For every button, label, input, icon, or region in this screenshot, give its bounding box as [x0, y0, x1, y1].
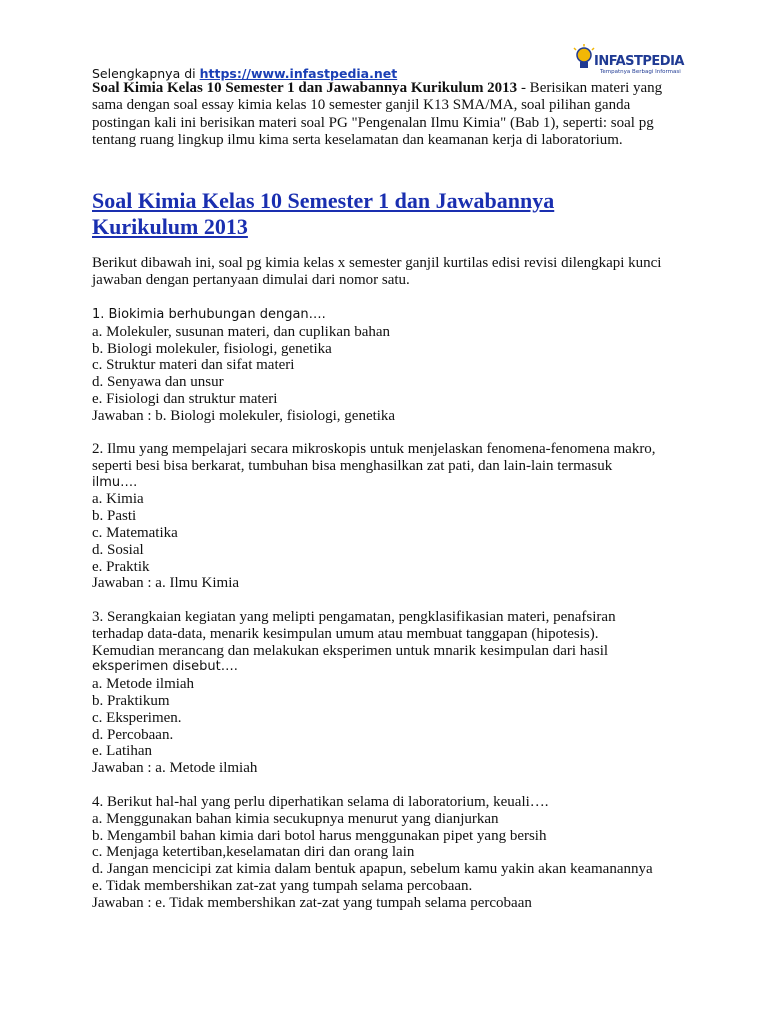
lightbulb-icon — [572, 44, 596, 76]
source-link[interactable]: https://www.infastpedia.net — [199, 66, 398, 81]
source-prefix: Selengkapnya di — [92, 66, 200, 81]
question-3 — [92, 609, 692, 777]
logo-tagline: Tempatnya Berbagi Informasi — [600, 69, 681, 75]
question-stem: 1. Biokimia berhubungan dengan…. — [92, 307, 326, 322]
option: e. Fisiologi dan struktur materi — [92, 390, 278, 407]
question-stem: 2. Ilmu yang mempelajari secara mikroskopis untuk menjelaskan fenomena-fenomena makro, — [92, 441, 656, 457]
option: b. Biologi molekuler, fisiologi, genetika — [92, 340, 332, 357]
question-stem: 3. Serangkaian kegiatan yang melipti pengamatan, pengklasifikasian materi, penafsiran — [92, 609, 616, 625]
option: e. Praktik — [92, 558, 150, 575]
question-stem: seperti besi bisa berkarat, tumbuhan bisa menghasilkan zat pati, dan lain-lain termasuk — [92, 457, 613, 474]
intro-paragraph — [92, 80, 682, 150]
option: b. Pasti — [92, 508, 137, 525]
question-stem: Kemudian merancang dan melakukan eksperimen untuk mnarik kesimpulan dari hasil — [92, 642, 609, 659]
question-1 — [92, 307, 692, 425]
option: a. Metode ilmiah — [92, 676, 195, 693]
page-title — [92, 188, 692, 240]
option: d. Sosial — [92, 541, 144, 558]
option: b. Mengambil bahan kimia dari botol harus menggunakan pipet yang bersih — [92, 827, 547, 844]
answer: Jawaban : a. Ilmu Kimia — [92, 575, 240, 592]
option: e. Tidak membershikan zat-zat yang tumpah selama percobaan. — [92, 877, 473, 894]
option: c. Eksperimen. — [92, 709, 182, 726]
question-4 — [92, 794, 692, 912]
answer: Jawaban : a. Metode ilmiah — [92, 760, 258, 777]
infastpedia-logo — [572, 44, 682, 78]
lead-paragraph: Berikut dibawah ini, soal pg kimia kelas x semester ganjil kurtilas edisi revisi dilengkapi kunci jawaban dengan pertanyaan dimulai dari nomor satu. — [92, 255, 662, 288]
question-stem: terhadap data-data, menarik kesimpulan umum atau membuat tanggapan (hipotesis). — [92, 625, 599, 642]
question-2 — [92, 441, 692, 592]
answer: Jawaban : e. Tidak membershikan zat-zat yang tumpah selama percobaan — [92, 894, 532, 911]
option: b. Praktikum — [92, 692, 170, 709]
source-line — [92, 66, 397, 81]
page-title-line-2: Kurikulum 2013 — [92, 214, 248, 239]
page-title-line-1: Soal Kimia Kelas 10 Semester 1 dan Jawabannya — [92, 188, 555, 213]
intro-text: - Berisikan materi yang sama dengan soal essay kimia kelas 10 semester ganjil K13 SMA/MA, soal pilihan ganda postingan kali ini berisikan materi soal PG "Pengenalan Ilmu Kimia" (Bab 1), seperti: soal pg tentang ruang lingkup ilmu kima serta keselamatan dan keamanan kerja di laboratorium. — [92, 80, 663, 149]
question-stem: eksperimen disebut…. — [92, 659, 238, 675]
option: e. Latihan — [92, 743, 152, 760]
option: a. Molekuler, susunan materi, dan cuplikan bahan — [92, 323, 391, 340]
option: d. Senyawa dan unsur — [92, 374, 224, 391]
question-stem: 4. Berikut hal-hal yang perlu diperhatikan selama di laboratorium, keuali…. — [92, 794, 549, 810]
option: a. Menggunakan bahan kimia secukupnya menurut yang dianjurkan — [92, 810, 499, 827]
answer: Jawaban : b. Biologi molekuler, fisiologi, genetika — [92, 407, 396, 424]
option: a. Kimia — [92, 491, 144, 508]
intro-bold: Soal Kimia Kelas 10 Semester 1 dan Jawabannya Kurikulum 2013 — [92, 80, 518, 96]
question-stem: ilmu…. — [92, 474, 138, 490]
option: c. Matematika — [92, 524, 178, 541]
option: d. Percobaan. — [92, 726, 174, 743]
option: c. Menjaga ketertiban,keselamatan diri dan orang lain — [92, 844, 415, 861]
logo-name: INFASTPEDIA — [594, 54, 684, 69]
option: c. Struktur materi dan sifat materi — [92, 357, 295, 374]
option: d. Jangan mencicipi zat kimia dalam bentuk apapun, sebelum kamu yakin akan keamanannya — [92, 861, 653, 878]
